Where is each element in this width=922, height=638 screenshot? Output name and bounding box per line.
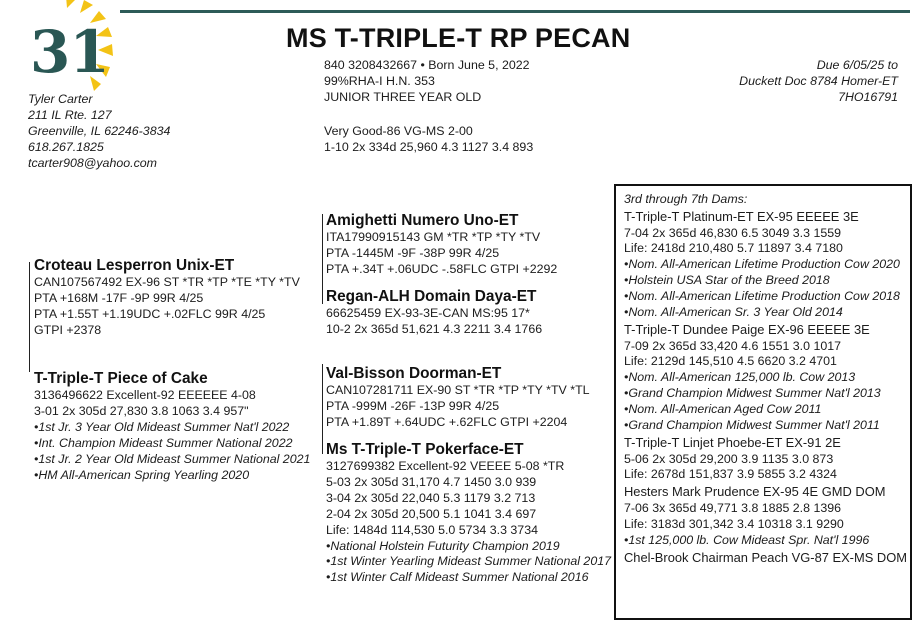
pedigree-bracket-sire (322, 214, 323, 304)
dams-box-heading: 3rd through 7th Dams: (624, 192, 748, 206)
third-dam-award: •Nom. All-American Lifetime Production Cow 2020 (624, 257, 900, 272)
pedigree-bracket-left (29, 262, 30, 372)
class-line: JUNIOR THREE YEAR OLD (324, 89, 482, 104)
fourth-dam-name: T-Triple-T Dundee Paige EX-96 EEEEE 3E (624, 321, 870, 337)
sire-sire-name: Amighetti Numero Uno-ET (326, 212, 519, 229)
dam-dam-line: 2-04 2x 305d 20,500 5.1 1041 3.4 697 (326, 506, 537, 521)
animal-title: MS T-TRIPLE-T RP PECAN (286, 23, 631, 53)
third-dam-award: •Nom. All-American Sr. 3 Year Old 2014 (624, 305, 843, 320)
consignor-email: tcarter908@yahoo.com (28, 155, 157, 170)
sire-line: PTA +168M -17F -9P 99R 4/25 (34, 290, 204, 305)
due-line1: Due 6/05/25 to (816, 58, 898, 72)
sire-dam-line: 10-2 2x 365d 51,621 4.3 2211 3.4 1766 (326, 321, 543, 336)
dams-box-content (624, 192, 907, 566)
fifth-dam-line: Life: 2678d 151,837 3.9 5855 3.2 4324 (624, 467, 837, 482)
fourth-dam-award: •Grand Champion Midwest Summer Nat'l 2011 (624, 418, 880, 433)
dam-dam-line: 3-04 2x 305d 22,040 5.3 1179 3.2 713 (326, 490, 536, 505)
extended-pedigree-box (614, 184, 912, 620)
dam-award: •HM All-American Spring Yearling 2020 (34, 467, 250, 482)
sixth-dam-name: Hesters Mark Prudence EX-95 4E GMD DOM (624, 484, 886, 500)
third-dam-name: T-Triple-T Platinum-ET EX-95 EEEEE 3E (624, 208, 859, 224)
dam-dam-block (326, 440, 611, 586)
sire-name: Croteau Lesperron Unix-ET (34, 257, 235, 274)
fifth-dam-line: 5-06 2x 305d 29,200 3.9 1135 3.0 873 (624, 451, 834, 466)
record-line: 1-10 2x 334d 25,960 4.3 1127 3.4 893 (324, 139, 534, 154)
fourth-dam-line: Life: 2129d 145,510 4.5 6620 3.2 4701 (624, 354, 837, 369)
dam-dam-line: Life: 1484d 114,530 5.0 5734 3.3 3734 (326, 522, 538, 537)
dam-dam-line: 5-03 2x 305d 31,170 4.7 1450 3.0 939 (326, 474, 537, 489)
breed-line: 99%RHA-I H.N. 353 (324, 73, 435, 88)
sire-line: GTPI +2378 (34, 322, 102, 337)
sixth-dam-line: Life: 3183d 301,342 3.4 10318 3.1 9290 (624, 516, 844, 531)
dam-sire-block (326, 364, 590, 431)
dam-sire-name: Val-Bisson Doorman-ET (326, 365, 502, 382)
fourth-dam-award: •Grand Champion Midwest Summer Nat'l 2013 (624, 386, 881, 401)
sire-dam-block (326, 287, 542, 338)
dam-dam-award: •1st Winter Yearling Mideast Summer National 2017 (326, 554, 611, 569)
dam-sire-line: CAN107281711 EX-90 ST *TR *TP *TY *TV *TL (326, 383, 590, 397)
due-block (739, 58, 898, 106)
score-line: Very Good-86 VG-MS 2-00 (324, 123, 473, 138)
sire-dam-line: 66625459 EX-93-3E-CAN MS:95 17* (326, 306, 530, 320)
fourth-dam-award: •Nom. All-American Aged Cow 2011 (624, 402, 822, 417)
third-dam-award: •Holstein USA Star of the Breed 2018 (624, 273, 830, 288)
third-dam-line: 7-04 2x 365d 46,830 6.5 3049 3.3 1559 (624, 225, 842, 240)
sire-block (34, 256, 300, 339)
consignor-name: Tyler Carter (28, 92, 93, 106)
consignor-address2: Greenville, IL 62246-3834 (28, 123, 171, 138)
due-line2: Duckett Doc 8784 Homer-ET (739, 73, 898, 88)
consignor-block (28, 92, 170, 172)
consignor-address1: 211 IL Rte. 127 (28, 107, 112, 122)
dam-line: 3-01 2x 305d 27,830 3.8 1063 3.4 957" (34, 403, 249, 418)
dam-sire-line: PTA -999M -26F -13P 99R 4/25 (326, 398, 500, 413)
dam-sire-line: PTA +1.89T +.64UDC +.62FLC GTPI +2204 (326, 414, 568, 429)
dam-award: •1st Jr. 2 Year Old Mideast Summer National 2021 (34, 451, 311, 466)
fourth-dam-line: 7-09 2x 365d 33,420 4.6 1551 3.0 1017 (624, 338, 842, 353)
pedigree-bracket-dam (322, 364, 323, 454)
lot-number: 31 (30, 18, 109, 86)
sire-sire-block (326, 211, 557, 278)
fifth-dam-name: T-Triple-T Linjet Phoebe-ET EX-91 2E (624, 434, 841, 450)
third-dam-award: •Nom. All-American Lifetime Production Cow 2018 (624, 289, 900, 304)
dam-dam-award: •1st Winter Calf Mideast Summer National 2016 (326, 570, 589, 585)
dam-dam-line: 3127699382 Excellent-92 VEEEE 5-08 *TR (326, 459, 565, 473)
dam-name: T-Triple-T Piece of Cake (34, 370, 208, 387)
sire-line: CAN107567492 EX-96 ST *TR *TP *TE *TY *TV (34, 275, 300, 289)
sire-sire-line: PTA -1445M -9F -38P 99R 4/25 (326, 245, 500, 260)
animal-info (324, 58, 533, 156)
third-dam-line: Life: 2418d 210,480 5.7 11897 3.4 7180 (624, 241, 843, 256)
sixth-dam-line: 7-06 3x 365d 49,771 3.8 1885 2.8 1396 (624, 500, 842, 515)
dam-line: 3136496622 Excellent-92 EEEEEE 4-08 (34, 388, 256, 402)
dam-award: •1st Jr. 3 Year Old Mideast Summer Nat'l 2022 (34, 419, 290, 434)
due-line3: 7HO16791 (838, 89, 898, 104)
consignor-phone: 618.267.1825 (28, 139, 104, 154)
id-line: 840 3208432667 • Born June 5, 2022 (324, 58, 530, 72)
dam-dam-award: •National Holstein Futurity Champion 2019 (326, 538, 560, 553)
sixth-dam-award: •1st 125,000 lb. Cow Mideast Spr. Nat'l 1996 (624, 532, 870, 547)
dam-dam-name: Ms T-Triple-T Pokerface-ET (326, 441, 524, 458)
header-rule (120, 10, 910, 13)
sire-sire-line: ITA17990915143 GM *TR *TP *TY *TV (326, 230, 541, 244)
sire-dam-name: Regan-ALH Domain Daya-ET (326, 288, 537, 305)
fourth-dam-award: •Nom. All-American 125,000 lb. Cow 2013 (624, 370, 856, 385)
seventh-dam-name: Chel-Brook Chairman Peach VG-87 EX-MS DOM (624, 549, 907, 565)
dam-award: •Int. Champion Mideast Summer National 2022 (34, 435, 293, 450)
dam-block (34, 369, 310, 483)
sire-sire-line: PTA +.34T +.06UDC -.58FLC GTPI +2292 (326, 261, 558, 276)
sire-line: PTA +1.55T +1.19UDC +.02FLC 99R 4/25 (34, 306, 266, 321)
